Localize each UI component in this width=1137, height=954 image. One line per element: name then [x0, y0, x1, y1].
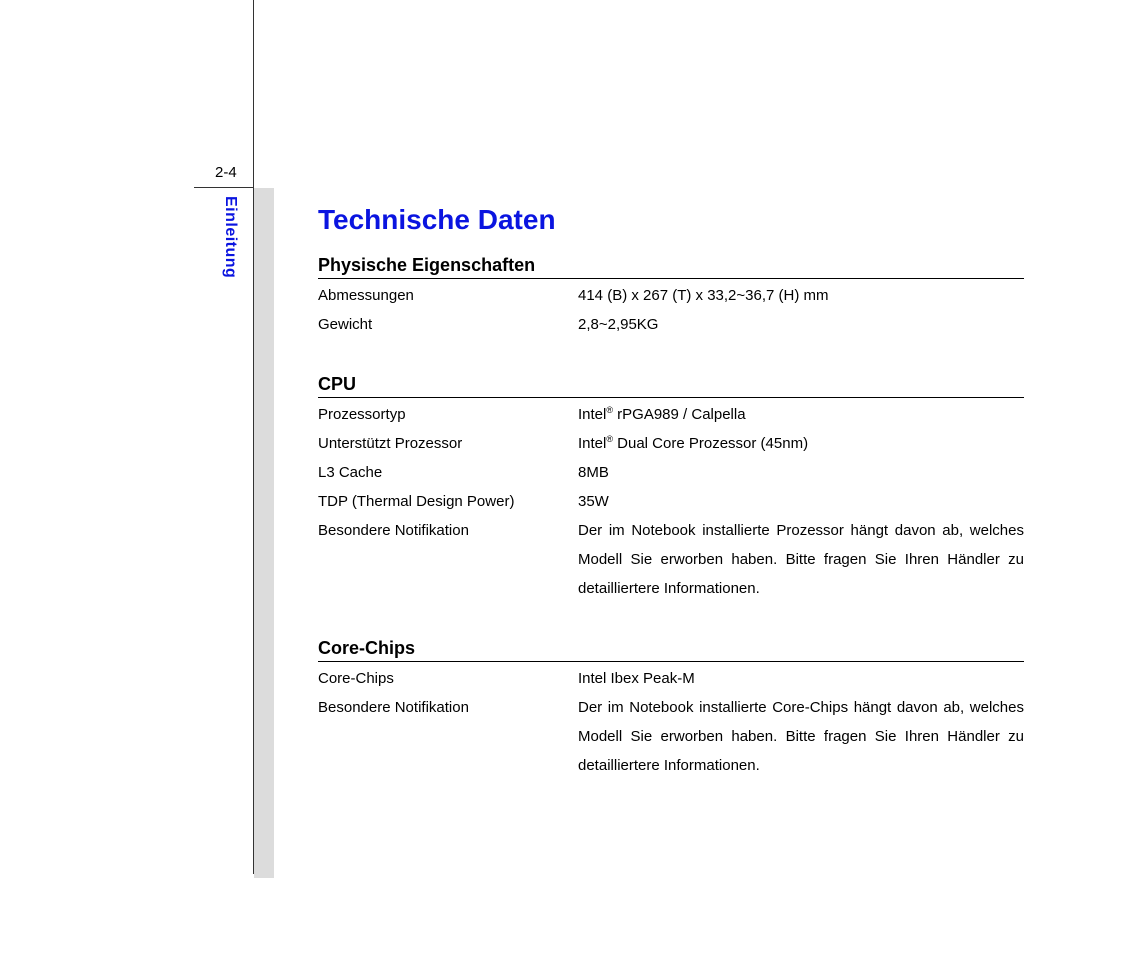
spec-row — [318, 310, 1024, 339]
spec-row — [318, 400, 1024, 429]
registered-mark: ® — [606, 405, 613, 415]
spec-row — [318, 487, 1024, 516]
value-text: Dual Core Prozessor (45nm) — [613, 435, 809, 452]
section-title: Core-Chips — [318, 637, 1024, 662]
spec-label: Besondere Notifikation — [318, 522, 469, 539]
spec-label: Core-Chips — [318, 670, 394, 687]
spec-rows — [318, 662, 1024, 780]
page-title: Technische Daten — [318, 204, 556, 235]
value-text: rPGA989 / Calpella — [613, 406, 746, 423]
spec-row — [318, 664, 1024, 693]
spec-value — [578, 400, 1024, 429]
page-number: 2-4 — [215, 164, 237, 181]
spec-value — [578, 429, 1024, 458]
chapter-side-label: Einleitung — [222, 196, 239, 279]
spec-row — [318, 281, 1024, 310]
spec-label: Gewicht — [318, 316, 373, 333]
spec-value: 2,8~2,95KG — [578, 316, 659, 333]
spec-label: L3 Cache — [318, 464, 383, 481]
spec-row — [318, 458, 1024, 487]
spec-label: TDP (Thermal Design Power) — [318, 493, 515, 510]
value-brand: Intel — [578, 435, 607, 452]
section-cpu — [318, 373, 1024, 603]
spec-value: Der im Notebook installierte Prozessor hängt davon ab, welches Modell Sie erworben haben. Bitte fragen Sie Ihren Händler zu detailliertere Informationen. — [578, 522, 1024, 597]
spec-value: 35W — [578, 493, 609, 510]
spec-rows — [318, 279, 1024, 339]
spec-value: 8MB — [578, 464, 609, 481]
spec-value: Intel Ibex Peak-M — [578, 670, 695, 687]
registered-mark: ® — [606, 434, 613, 444]
value-brand: Intel — [578, 406, 607, 423]
spec-value: 414 (B) x 267 (T) x 33,2~36,7 (H) mm — [578, 287, 829, 304]
spec-label: Abmessungen — [318, 287, 414, 304]
page-number-rule — [194, 187, 254, 188]
main-content — [318, 203, 1024, 780]
spec-row — [318, 516, 1024, 603]
spec-row — [318, 693, 1024, 780]
margin-gray-strip — [254, 188, 274, 878]
section-physische-eigenschaften — [318, 254, 1024, 339]
section-core-chips — [318, 637, 1024, 780]
section-title: CPU — [318, 373, 1024, 398]
spec-label: Unterstützt Prozessor — [318, 435, 463, 452]
spec-rows — [318, 398, 1024, 603]
spec-value: Der im Notebook installierte Core-Chips hängt davon ab, welches Modell Sie erworben haben. Bitte fragen Sie Ihren Händler zu detailliertere Informationen. — [578, 699, 1024, 774]
spec-row — [318, 429, 1024, 458]
section-title: Physische Eigenschaften — [318, 254, 1024, 279]
spec-label: Besondere Notifikation — [318, 699, 469, 716]
spec-label: Prozessortyp — [318, 406, 406, 423]
